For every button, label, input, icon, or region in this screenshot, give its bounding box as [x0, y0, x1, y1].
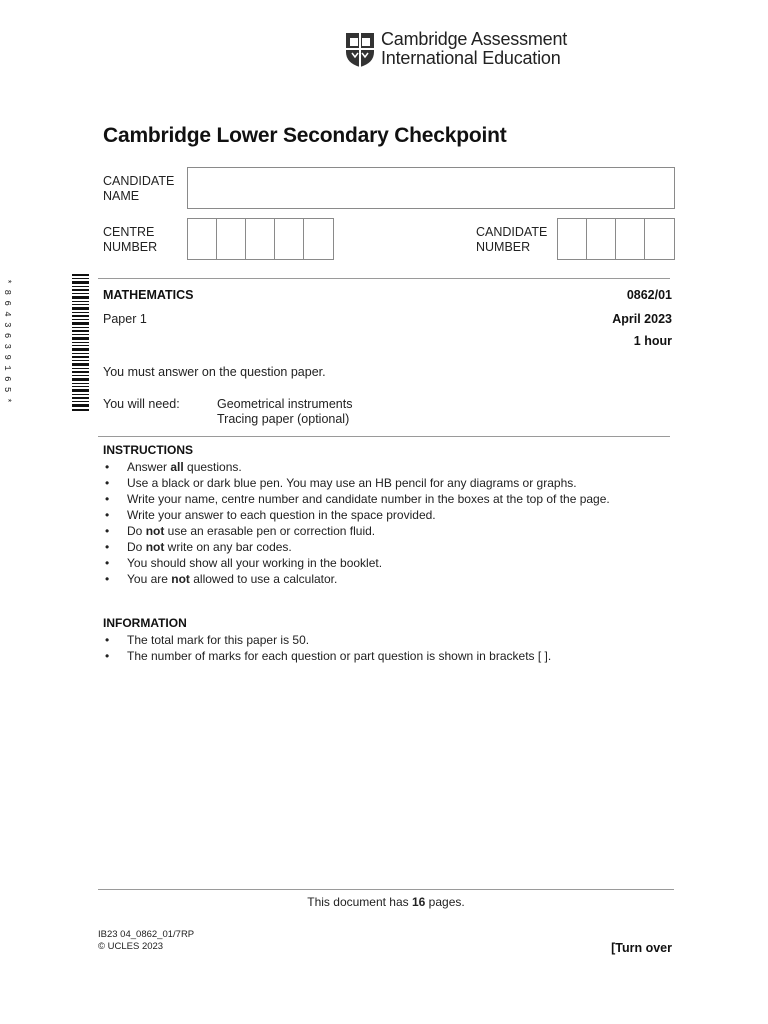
cambridge-shield-icon — [345, 32, 375, 68]
list-item: • Write your name, centre number and candidate number in the boxes at the top of the page. — [103, 491, 673, 507]
list-item: • The number of marks for each question or part question is shown in brackets [ ]. — [103, 648, 673, 664]
page-title: Cambridge Lower Secondary Checkpoint — [103, 124, 507, 147]
instructions-heading: INSTRUCTIONS — [103, 443, 193, 457]
page-count: This document has 16 pages. — [307, 895, 465, 909]
candidate-name-label: CANDIDATE NAME — [103, 174, 175, 203]
turn-over-label: [Turn over — [611, 941, 672, 955]
barcode-digits: * 8 6 4 3 6 3 9 1 6 5 * — [2, 278, 12, 404]
centre-number-label: CENTRE NUMBER — [103, 225, 158, 254]
list-item: • The total mark for this paper is 50. — [103, 632, 673, 648]
logo-text — [381, 30, 567, 68]
need-label: You will need: — [103, 397, 180, 411]
paper-number: Paper 1 — [103, 312, 147, 326]
answer-note: You must answer on the question paper. — [103, 365, 326, 379]
exam-date: April 2023 — [612, 312, 672, 326]
divider-top — [98, 278, 670, 279]
logo-line-1: Cambridge Assessment — [381, 29, 568, 49]
logo-line-2: International Education — [381, 48, 561, 68]
list-item: • Use a black or dark blue pen. You may use an HB pencil for any diagrams or graphs. — [103, 475, 673, 491]
list-item: • You should show all your working in the booklet. — [103, 555, 673, 571]
instructions-list — [103, 459, 673, 587]
candidate-number-field[interactable] — [557, 218, 675, 260]
list-item: • Do not write on any bar codes. — [103, 539, 673, 555]
paper-code: 0862/01 — [626, 288, 672, 302]
barcode — [62, 272, 90, 414]
information-list — [103, 632, 673, 664]
need-item: Tracing paper (optional) — [217, 412, 350, 426]
divider-footer — [98, 889, 674, 890]
list-item: • Do not use an erasable pen or correction fluid. — [103, 523, 673, 539]
list-item: • Answer all questions. — [103, 459, 673, 475]
candidate-name-field[interactable] — [187, 167, 675, 209]
subject: MATHEMATICS — [103, 288, 194, 302]
duration: 1 hour — [633, 334, 672, 348]
information-heading: INFORMATION — [103, 616, 187, 630]
centre-number-field[interactable] — [187, 218, 334, 260]
divider-middle — [98, 436, 670, 437]
document-reference: IB23 04_0862_01/7RP © UCLES 2023 — [98, 929, 195, 952]
list-item: • You are not allowed to use a calculator. — [103, 571, 673, 587]
need-items — [217, 397, 352, 427]
need-item: Geometrical instruments — [217, 397, 353, 411]
candidate-number-label: CANDIDATE NUMBER — [476, 225, 548, 254]
list-item: • Write your answer to each question in the space provided. — [103, 507, 673, 523]
